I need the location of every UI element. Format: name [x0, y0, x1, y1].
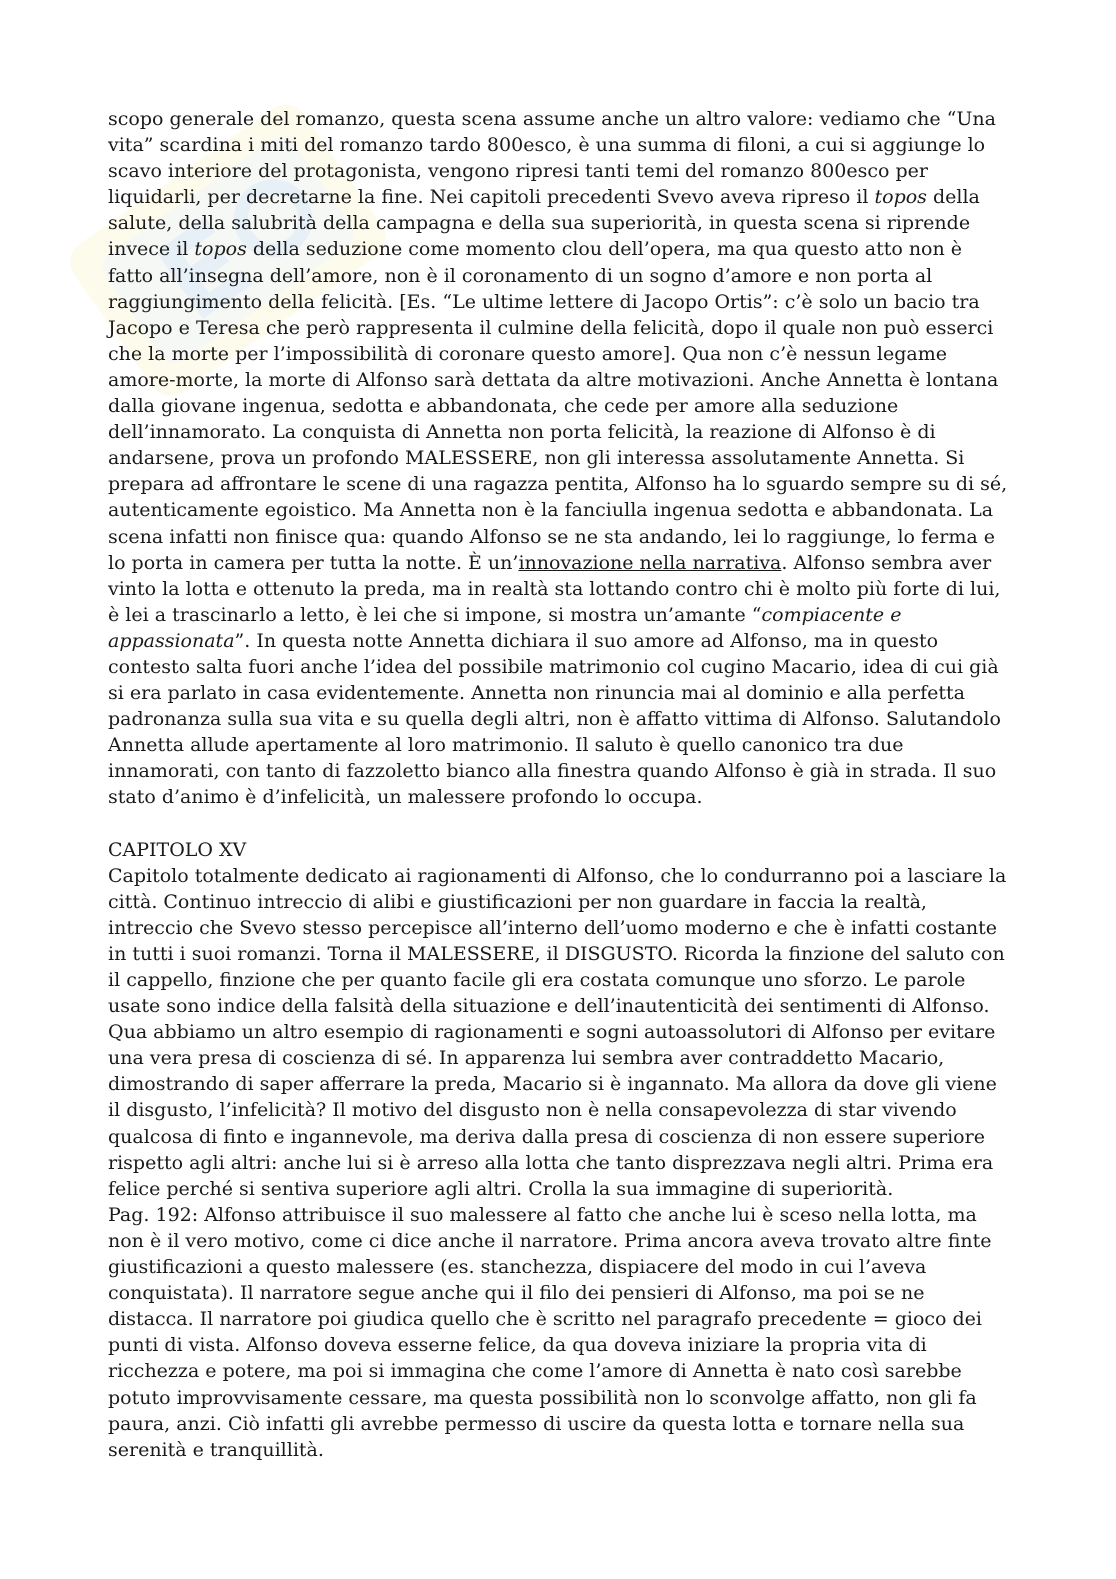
text-run: della salute, della salubrità della campagna e della sua superiorità, in questa scena si riprende invece il [108, 186, 980, 261]
text-run: ”. In questa notte Annetta dichiara il suo amore ad Alfonso, ma in questo contesto salta fuori anche l’idea del possibile matrimonio col cugino Macario, idea di cui già si era parlato in casa evidentemente. Annetta non rinuncia mai al dominio e alla perfetta padronanza sulla sua vita e su quella degli altri, non è affatto vittima di Alfonso. Salutandolo Annetta allude apertamente al loro matrimonio. Il saluto è quello canonico tra due innamorati, con tanto di fazzoletto bianco alla finestra quando Alfonso è già in strada. Il suo stato d’animo è d’infelicità, un malessere profondo lo occupa. [108, 629, 1001, 809]
paragraph-spacer [108, 811, 1008, 837]
italic-term: topos [194, 238, 247, 261]
paragraph-chapter-15-intro: Capitolo totalmente dedicato ai ragionamenti di Alfonso, che lo condurranno poi a lasciare la città. Continuo intreccio di alibi e giustificazioni per non guardare in faccia la realtà, intreccio che Svevo stesso percepisce all’interno dell’uomo moderno e che è infatti costante in tutti i suoi romanzi. Torna il MALESSERE, il DISGUSTO. Ricorda la finzione del saluto con il cappello, finzione che per quanto facile gli era costata comunque uno sforzo. Le parole usate sono indice della falsità della situazione e dell’inautenticità dei sentimenti di Alfonso. Qua abbiamo un altro esempio di ragionamenti e sogni autoassolutori di Alfonso per evitare una vera presa di coscienza di sé. In apparenza lui sembra aver contraddetto Macario, dimostrando di saper afferrare la preda, Macario si è ingannato. Ma allora da dove gli viene il disgusto, l’infelicità? Il motivo del disgusto non è nella consapevolezza di star vivendo qualcosa di finto e ingannevole, ma deriva dalla presa di coscienza di non essere superiore rispetto agli altri: anche lui si è arreso alla lotta che tanto disprezzava negli altri. Prima era felice perché si sentiva superiore agli altri. Crolla la sua immagine di superiorità. [108, 864, 1007, 1200]
text-run: . Alfonso sembra aver vinto la lotta e ottenuto la preda, ma in realtà sta lottando contro chi è molto più forte di lui, è lei a trascinarlo a letto, è lei che si impone, si mostra un’amante “ [108, 551, 1001, 626]
paragraph-page-192: Pag. 192: Alfonso attribuisce il suo malessere al fatto che anche lui è sceso nella lotta, ma non è il vero motivo, come ci dice anche il narratore. Prima ancora aveva trovato altre finte giustificazioni a questo malessere (es. stanchezza, dispiacere del modo in cui l’aveva conquistata). Il narratore segue anche qui il filo dei pensieri di Alfonso, ma poi se ne distacca. Il narratore poi giudica quello che è scritto nel paragrafo precedente = gioco dei punti di vista. Alfonso doveva esserne felice, da qua doveva iniziare la propria vita di ricchezza e potere, ma poi si immagina che come l’amore di Annetta è nato così sarebbe potuto improvvisamente cessare, ma questa possibilità non lo sconvolge affatto, non gli fa paura, anzi. Ciò infatti gli avrebbe permesso di uscire da questa lotta e tornare nella sua serenità e tranquillità. [108, 1203, 992, 1461]
paragraph-seduction-scene [108, 106, 1008, 811]
italic-quote: compiacente e appassionata [108, 603, 902, 652]
underlined-phrase: innovazione nella narrativa [518, 551, 782, 574]
text-run: scopo generale del romanzo, questa scena assume anche un altro valore: vediamo che “Una vita” scardina i miti del romanzo tardo 800esco, è una summa di filoni, a cui si aggiunge lo scavo interiore del protagonista, vengono ripresi tanti temi del romanzo 800esco per liquidarli, per decretarne la fine. Nei capitoli precedenti Svevo aveva ripreso il [108, 108, 996, 209]
document-body [108, 106, 1008, 1463]
chapter-heading: CAPITOLO XV [108, 838, 247, 861]
italic-term: topos [874, 186, 927, 209]
text-run: della seduzione come momento clou dell’opera, ma qua questo atto non è fatto all’insegna dell’amore, non è il coronamento di un sogno d’amore e non porta al raggiungimento della felicità. [Es. “Le ultime lettere di Jacopo Ortis”: c’è solo un bacio tra Jacopo e Teresa che però rappresenta il culmine della felicità, dopo il quale non può esserci che la morte per l’impossibilità di coronare questo amore]. Qua non c’è nessun legame amore-morte, la morte di Alfonso sarà dettata da altre motivazioni. Anche Annetta è lontana dalla giovane ingenua, sedotta e abbandonata, che cede per amore alla seduzione dell’innamorato. La conquista di Annetta non porta felicità, la reazione di Alfonso è di andarsene, prova un profondo MALESSERE, non gli interessa assolutamente Annetta. Si prepara ad affrontare le scene di una ragazza pentita, Alfonso ha lo sguardo sempre su di sé, autenticamente egoistico. Ma Annetta non è la fanciulla ingenua sedotta e abbandonata. La scena infatti non finisce qua: quando Alfonso se ne sta andando, lei lo raggiunge, lo ferma e lo porta in camera per tutta la notte. È un’ [108, 238, 1008, 574]
